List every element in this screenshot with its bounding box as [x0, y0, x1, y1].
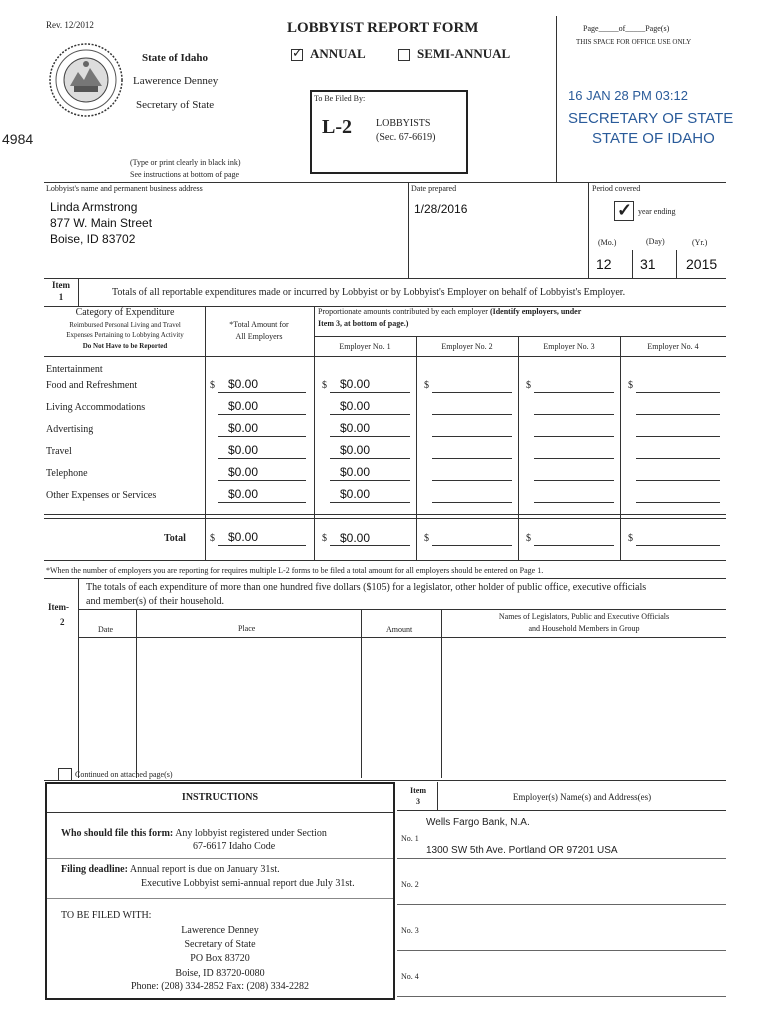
- side-number: 4984: [2, 131, 34, 147]
- employer1-amount-field-value[interactable]: $0.00: [340, 399, 371, 413]
- employer-name[interactable]: Wells Fargo Bank, N.A.: [426, 817, 530, 828]
- total-emp3-dollar: $: [526, 533, 531, 544]
- form-title: LOBBYIST REPORT FORM: [287, 20, 479, 36]
- total-amount-field-value[interactable]: $0.00: [228, 443, 259, 457]
- filed-with-phone: Phone: (208) 334-2852 Fax: (208) 334-2282: [130, 981, 310, 992]
- total-emp1-value[interactable]: $0.00: [340, 531, 371, 545]
- form-code: L-2: [322, 116, 352, 138]
- proportionate-bold: (Identify employers, under: [489, 307, 582, 316]
- item1-footnote: *When the number of employers you are reporting for requires multiple L-2 forms to be filed a total amount for all employers should be entered on Page 1.: [46, 566, 544, 575]
- state-name: State of Idaho: [142, 52, 209, 64]
- category-header: Category of Expenditure: [75, 307, 175, 318]
- total-amount-field-value[interactable]: $0.00: [228, 465, 259, 479]
- employer2-amount-field[interactable]: [432, 489, 512, 503]
- employer-divider: [397, 904, 726, 905]
- filed-with-addr-2: Secretary of State: [184, 939, 256, 950]
- employer4-amount-field[interactable]: [636, 489, 720, 503]
- employer4-amount-field[interactable]: [636, 423, 720, 437]
- total-dollar: $: [210, 533, 215, 544]
- employer-col-1: Employer No. 1: [339, 342, 391, 351]
- instructions-box: [45, 782, 395, 1000]
- employer1-amount-field-value[interactable]: $0.00: [340, 487, 371, 501]
- employer2-amount-field[interactable]: [432, 401, 512, 415]
- who-should-file: [61, 828, 327, 839]
- employer3-amount-field[interactable]: [534, 423, 614, 437]
- year-ending-label: year ending: [638, 207, 676, 216]
- period-covered-label: Period covered: [592, 184, 641, 193]
- employer1-amount-field-value[interactable]: $0.00: [340, 443, 371, 457]
- employer4-amount-field[interactable]: [636, 401, 720, 415]
- total-emp1-dollar: $: [322, 533, 327, 544]
- continued-label: Continued on attached page(s): [75, 770, 173, 779]
- of-label: of: [618, 24, 626, 33]
- dollar-sign: $: [424, 380, 429, 391]
- period-month[interactable]: 12: [596, 256, 612, 272]
- entertainment-label: Entertainment: [46, 364, 103, 375]
- expenditure-category-label: Living Accommodations: [46, 402, 146, 413]
- who-label: Who should file this form:: [61, 828, 174, 839]
- idaho-state-seal: [48, 42, 124, 118]
- total-amount-field-value[interactable]: $0.00: [228, 421, 259, 435]
- annual-label: ANNUAL: [310, 46, 366, 61]
- to-be-filed-by-label: To Be Filed By:: [314, 94, 366, 103]
- item1-description: Totals of all reportable expenditures made or incurred by Lobbyist or by Lobbyist's Employer on behalf of Lobbyist's Employer.: [112, 287, 626, 298]
- expenditure-category-label: Telephone: [46, 468, 88, 479]
- see-instructions-note: See instructions at bottom of page: [130, 170, 240, 179]
- dollar-sign: $: [628, 380, 633, 391]
- filed-with-addr-4: Boise, ID 83720-0080: [175, 968, 265, 979]
- total-header-1: *Total Amount for: [229, 320, 289, 329]
- instructions-title: INSTRUCTIONS: [181, 792, 259, 803]
- pages-label: Page(s): [645, 24, 670, 33]
- month-label: (Mo.): [598, 238, 617, 247]
- item3-header: Employer(s) Name(s) and Address(es): [512, 792, 652, 802]
- employer2-amount-field[interactable]: [432, 379, 512, 393]
- who-text-2: 67-6617 Idaho Code: [193, 841, 276, 852]
- col-place-header: Place: [238, 624, 256, 633]
- employer3-amount-field[interactable]: [534, 401, 614, 415]
- dollar-sign: $: [526, 380, 531, 391]
- category-note-2: Expenses Pertaining to Lobbying Activity: [66, 331, 184, 339]
- col-date-header: Date: [98, 625, 114, 634]
- dollar-sign: $: [210, 380, 215, 391]
- date-prepared-label: Date prepared: [411, 184, 457, 193]
- official-name: Lawerence Denney: [133, 75, 219, 87]
- item2-description-1: The totals of each expenditure of more than one hundred five dollars ($105) for a legislator, other holder of public office, executive officials: [86, 582, 647, 593]
- page-count-line: Page_____of_____Page(s): [583, 24, 670, 33]
- employer-col-2: Employer No. 2: [441, 342, 493, 351]
- official-title: Secretary of State: [136, 99, 215, 111]
- total-value[interactable]: $0.00: [228, 530, 259, 544]
- deadline-text-1: Annual report is due on January 31st.: [129, 864, 280, 875]
- employer-divider: [397, 996, 726, 997]
- employer-number-label: No. 1: [401, 834, 419, 843]
- total-header-2: All Employers: [235, 332, 283, 341]
- employer4-amount-field[interactable]: [636, 445, 720, 459]
- employer2-amount-field[interactable]: [432, 423, 512, 437]
- expenditure-category-label: Food and Refreshment: [46, 380, 138, 391]
- filed-with-label: TO BE FILED WITH:: [61, 910, 152, 921]
- employer1-amount-field-value[interactable]: $0.00: [340, 377, 371, 391]
- proportionate-line-1: [318, 307, 581, 316]
- employer-number-label: No. 3: [401, 926, 419, 935]
- form-code-desc-1: LOBBYISTS: [376, 118, 431, 129]
- employer3-amount-field[interactable]: [534, 489, 614, 503]
- total-amount-field-value[interactable]: $0.00: [228, 377, 259, 391]
- employer1-amount-field-value[interactable]: $0.00: [340, 465, 371, 479]
- total-amount-field-value[interactable]: $0.00: [228, 399, 259, 413]
- semi-annual-checkbox[interactable]: [398, 49, 410, 61]
- office-use-label: THIS SPACE FOR OFFICE USE ONLY: [576, 38, 692, 46]
- lobbyist-street[interactable]: 877 W. Main Street: [50, 216, 153, 230]
- employer4-amount-field[interactable]: [636, 379, 720, 393]
- checkmark-icon: ✓: [617, 200, 633, 220]
- year-ending-checkbox[interactable]: [614, 201, 634, 221]
- stamp-line-1: SECRETARY OF STATE: [568, 110, 734, 127]
- total-emp2-dollar: $: [424, 533, 429, 544]
- total-label: Total: [164, 533, 186, 544]
- item3-number: 3: [416, 797, 420, 806]
- item2-number: 2: [60, 617, 65, 627]
- dollar-sign: $: [322, 380, 327, 391]
- revision-label: Rev. 12/2012: [46, 20, 94, 30]
- page-label: Page: [583, 24, 599, 33]
- expenditure-category-label: Travel: [46, 446, 72, 457]
- filed-with-addr-3: PO Box 83720: [190, 953, 250, 964]
- employer-divider: [397, 858, 726, 859]
- form-code-desc-2: (Sec. 67-6619): [376, 132, 436, 143]
- category-note-1: Reimbursed Personal Living and Travel: [69, 321, 181, 329]
- total-amount-field-value[interactable]: $0.00: [228, 487, 259, 501]
- expenditure-category-label: Advertising: [46, 424, 94, 435]
- employer4-amount-field[interactable]: [636, 467, 720, 481]
- who-text-1: Any lobbyist registered under Section: [175, 828, 327, 839]
- employer-number-label: No. 4: [401, 972, 419, 981]
- employer-number-label: No. 2: [401, 880, 419, 889]
- employer3-amount-field[interactable]: [534, 445, 614, 459]
- deadline-label: Filing deadline:: [61, 864, 128, 875]
- employer2-amount-field[interactable]: [432, 467, 512, 481]
- employer2-amount-field[interactable]: [432, 445, 512, 459]
- item1-number: 1: [58, 292, 64, 302]
- lobbyist-address-label: Lobbyist's name and permanent business address: [46, 184, 203, 193]
- category-note-3: Do Not Have to be Reported: [82, 342, 168, 350]
- item3-label: Item: [410, 786, 426, 795]
- employer1-amount-field-value[interactable]: $0.00: [340, 421, 371, 435]
- checkmark-icon: ✓: [292, 45, 303, 60]
- year-label: (Yr.): [692, 238, 708, 247]
- col-names-header-2: and Household Members in Group: [528, 624, 640, 633]
- employer-divider: [397, 950, 726, 951]
- employer-address[interactable]: 1300 SW 5th Ave. Portland OR 97201 USA: [426, 845, 618, 856]
- stamp-line-2: STATE OF IDAHO: [592, 130, 715, 147]
- type-or-print-note: (Type or print clearly in black ink): [130, 158, 241, 167]
- item2-label: Item-: [48, 602, 69, 612]
- form-code-box: [310, 90, 468, 174]
- lobbyist-city[interactable]: Boise, ID 83702: [50, 232, 136, 246]
- col-names-header-1: Names of Legislators, Public and Executive Officials: [498, 612, 670, 621]
- proportionate-text: Proportionate amounts contributed by each employer: [318, 307, 488, 316]
- employer-col-3: Employer No. 3: [543, 342, 595, 351]
- period-year[interactable]: 2015: [686, 256, 718, 272]
- day-label: (Day): [646, 237, 665, 246]
- annual-checkbox[interactable]: [291, 45, 303, 61]
- filing-deadline: [61, 864, 280, 875]
- item1-label: Item: [52, 280, 70, 290]
- deadline-text-2: Executive Lobbyist semi-annual report due July 31st.: [141, 878, 355, 889]
- date-prepared[interactable]: 1/28/2016: [414, 202, 468, 216]
- item2-description-2: and member(s) of their household.: [86, 596, 225, 607]
- stamp-datetime: 16 JAN 28 PM 03:12: [568, 88, 688, 103]
- employer3-amount-field[interactable]: [534, 467, 614, 481]
- col-amount-header: Amount: [386, 625, 413, 634]
- proportionate-line-2: Item 3, at bottom of page.): [318, 319, 409, 328]
- filed-with-addr-1: Lawerence Denney: [181, 925, 259, 936]
- total-emp4-dollar: $: [628, 533, 633, 544]
- period-day[interactable]: 31: [640, 256, 656, 272]
- semi-annual-label: SEMI-ANNUAL: [417, 46, 511, 61]
- employer3-amount-field[interactable]: [534, 379, 614, 393]
- expenditure-category-label: Other Expenses or Services: [46, 490, 157, 501]
- employer-col-4: Employer No. 4: [647, 342, 699, 351]
- lobbyist-name[interactable]: Linda Armstrong: [50, 200, 138, 214]
